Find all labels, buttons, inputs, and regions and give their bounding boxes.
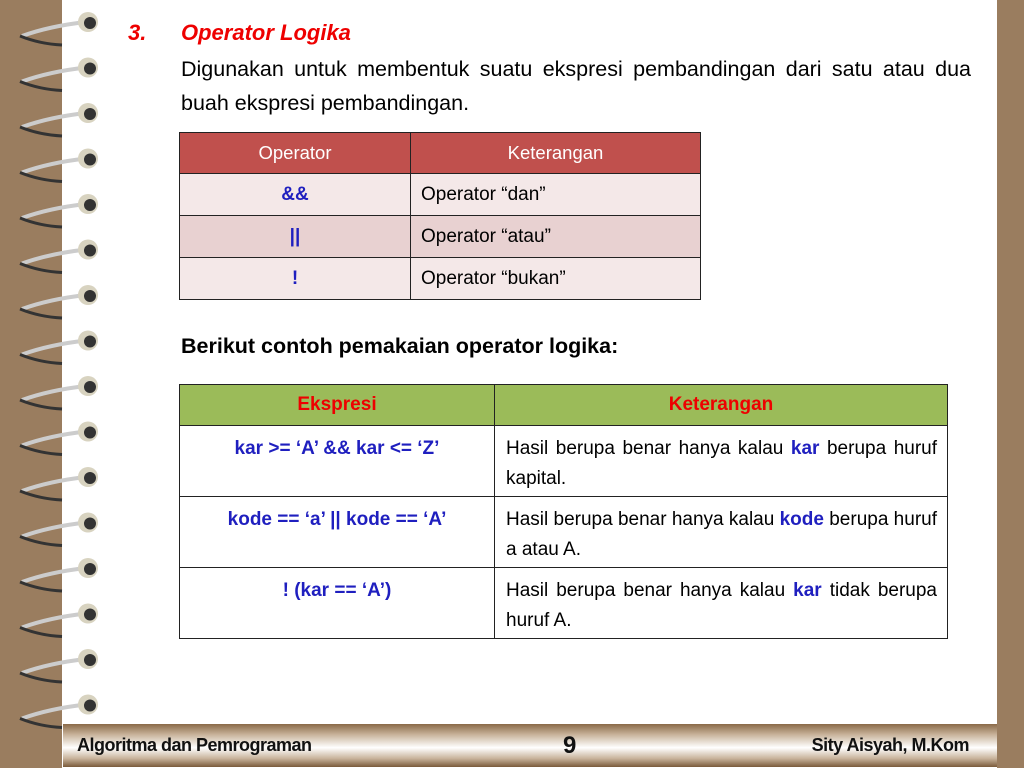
footer-bar: [63, 724, 997, 767]
ring-icon: [20, 285, 98, 318]
keyword: kar: [790, 438, 820, 459]
footer-author: Sity Aisyah, M.Kom: [811, 735, 969, 755]
table-row: [180, 426, 948, 497]
operator-cell: !: [180, 258, 411, 300]
description-cell: [495, 568, 948, 639]
operator-cell: ||: [180, 216, 411, 258]
keyword: kar: [793, 580, 822, 601]
operator-table: [179, 132, 701, 300]
text: tidak berupa huruf A.: [506, 580, 937, 631]
ring-icon: [20, 558, 98, 591]
table-row: [180, 174, 701, 216]
table-row: [180, 216, 701, 258]
description: Digunakan untuk membentuk suatu ekspresi pembandingan dari satu atau dua buah ekspresi pembandingan.: [181, 57, 971, 115]
ring-icon: [20, 12, 98, 45]
description-cell: Operator “dan”: [411, 174, 701, 216]
header-operator: Operator: [180, 133, 411, 174]
expression-cell: ! (kar == ‘A’): [180, 568, 495, 639]
ring-icon: [20, 422, 98, 455]
expression-cell: kode == ‘a’ || kode == ‘A’: [180, 497, 495, 568]
subheading: Berikut contoh pemakaian operator logika:: [181, 334, 619, 358]
ring-icon: [20, 331, 98, 364]
example-table: [179, 384, 948, 639]
ring-icon: [20, 376, 98, 409]
expression-cell: kar >= ‘A’ && kar <= ‘Z’: [180, 426, 495, 497]
ring-icon: [20, 194, 98, 227]
ring-icon: [20, 240, 98, 273]
ring-icon: [20, 103, 98, 136]
ring-icon: [20, 695, 98, 728]
keyword: kode: [779, 509, 824, 530]
ring-icon: [20, 58, 98, 91]
header-keterangan: Keterangan: [495, 385, 948, 426]
spiral-rings-icon: [0, 0, 110, 768]
table-row: [180, 258, 701, 300]
operator-cell: &&: [180, 174, 411, 216]
description-cell: Operator “atau”: [411, 216, 701, 258]
ring-icon: [20, 513, 98, 546]
table-row: [180, 497, 948, 568]
ring-icon: [20, 467, 98, 500]
table-row: [180, 568, 948, 639]
page-number: 9: [563, 731, 576, 759]
description-cell: Operator “bukan”: [411, 258, 701, 300]
ring-icon: [20, 604, 98, 637]
description-cell: [495, 497, 948, 568]
ring-icon: [20, 649, 98, 682]
text: berupa huruf kapital.: [506, 438, 937, 489]
section-number: 3.: [128, 20, 147, 45]
description-cell: [495, 426, 948, 497]
header-ekspresi: Ekspresi: [180, 385, 495, 426]
section-title: Operator Logika: [181, 20, 351, 45]
text: berupa huruf a atau A.: [506, 509, 937, 560]
notebook-edge-strip: [997, 0, 1024, 768]
ring-icon: [20, 149, 98, 182]
footer-course: Algoritma dan Pemrograman: [77, 735, 312, 755]
header-keterangan: Keterangan: [411, 133, 701, 174]
text: Hasil berupa benar hanya kalau: [506, 509, 780, 530]
text: Hasil berupa benar hanya kalau: [506, 438, 791, 459]
text: Hasil berupa benar hanya kalau: [506, 580, 794, 601]
